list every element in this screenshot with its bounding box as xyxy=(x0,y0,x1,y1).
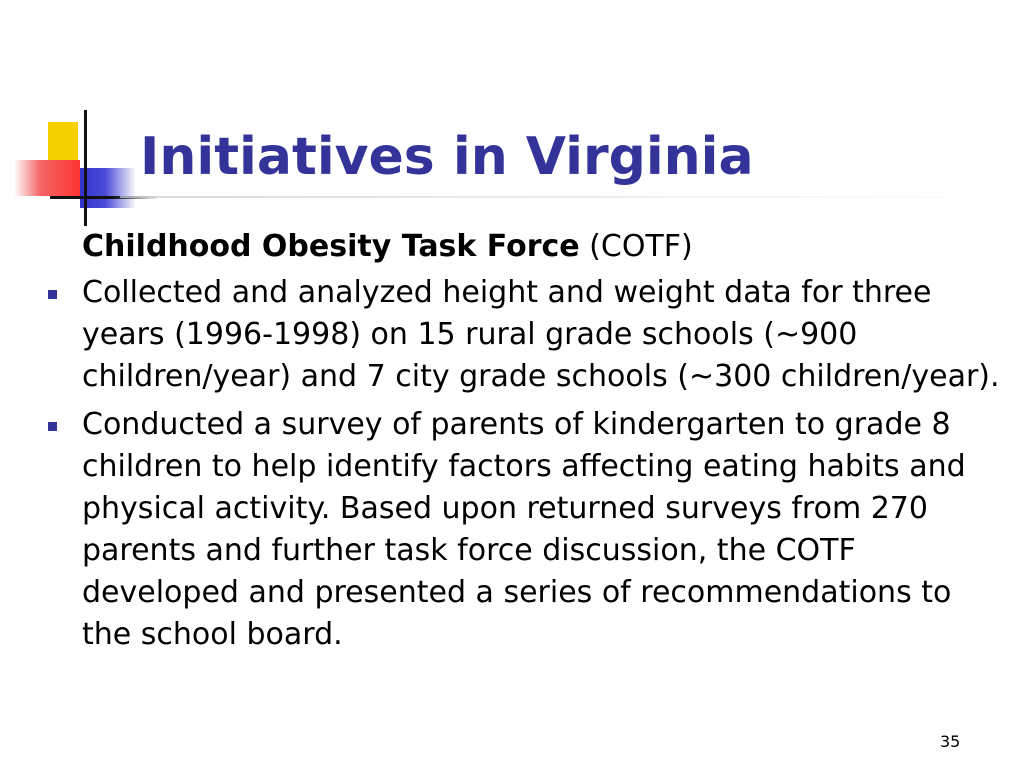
page-number: 35 xyxy=(940,732,961,751)
blue-square xyxy=(80,168,136,208)
subheading-bold: Childhood Obesity Task Force xyxy=(82,229,580,264)
vertical-line xyxy=(84,110,87,226)
red-square xyxy=(14,160,80,196)
bullet-square-icon xyxy=(48,422,57,431)
slide-title: Initiatives in Virginia xyxy=(140,127,754,187)
decorative-squares-logo xyxy=(0,100,160,230)
title-divider xyxy=(120,196,1000,198)
bullet-list xyxy=(82,272,1002,656)
bullet-text: Collected and analyzed height and weight data for three years (1996-1998) on 15 rural grade schools (~900 children/year) and 7 city grade schools (~300 children/year). xyxy=(82,275,1000,394)
bullet-text: Conducted a survey of parents of kindergarten to grade 8 children to help identify factors affecting eating habits and physical activity. Based upon returned surveys from 270 parents and further task force discussion, the COTF developed and presented a series of recommendations to the school board. xyxy=(82,407,966,652)
bullet-square-icon xyxy=(48,290,57,299)
bullet-item xyxy=(82,272,1002,398)
slide-body xyxy=(82,226,1002,662)
subheading xyxy=(82,226,1002,268)
subheading-normal: (COTF) xyxy=(579,229,693,264)
bullet-item xyxy=(82,404,1002,656)
